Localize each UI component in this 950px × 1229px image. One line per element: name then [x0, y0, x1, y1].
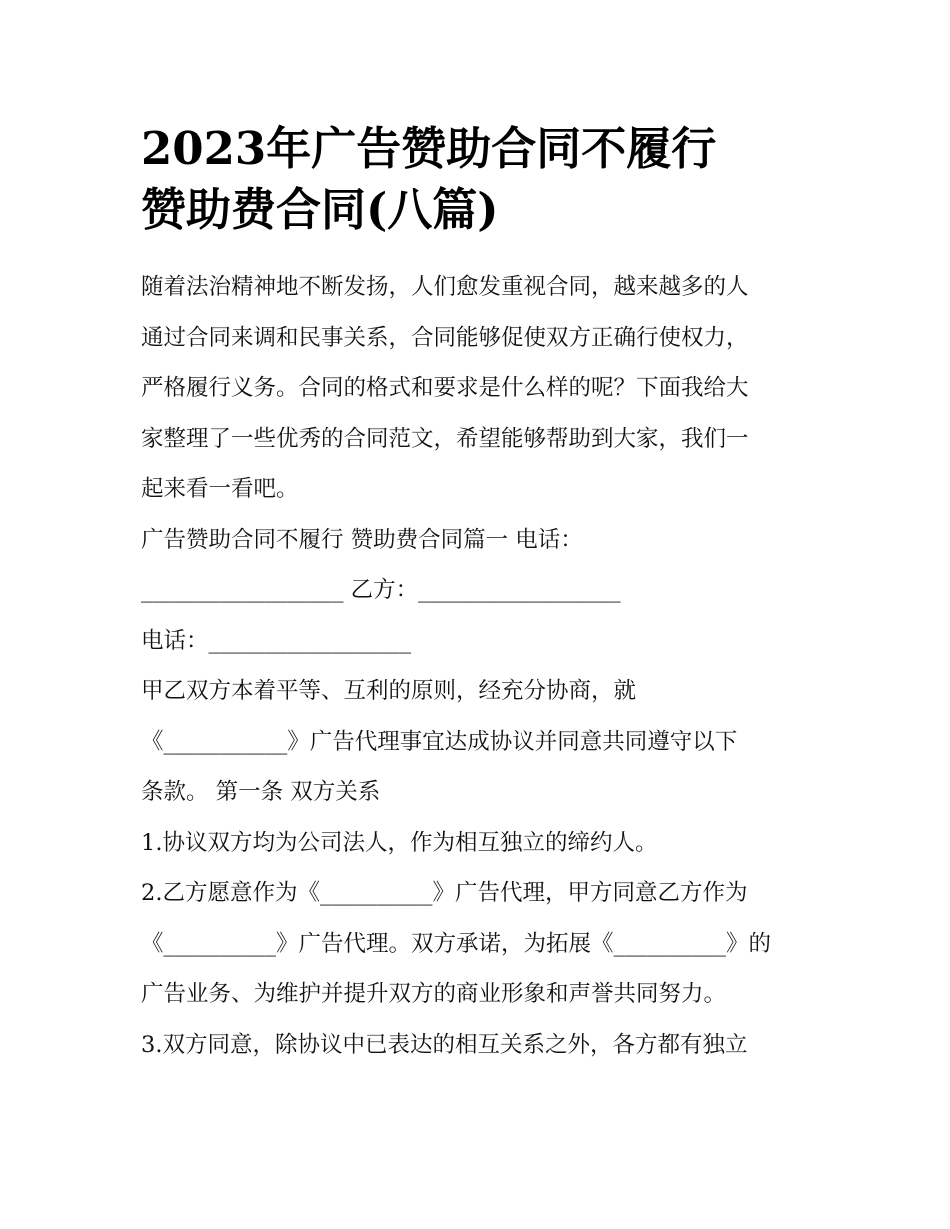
- body-line-13: 2.乙方愿意作为《__________》广告代理，甲方同意乙方作为: [141, 880, 748, 906]
- title-line-2: 赞助费合同(八篇): [141, 183, 499, 236]
- body-line-3: 严格履行义务。合同的格式和要求是什么样的呢？下面我给大: [141, 375, 749, 401]
- body-line-4: 家整理了一些优秀的合同范文，希望能够帮助到大家，我们一: [141, 425, 749, 452]
- body-line-14: 《__________》广告代理。双方承诺，为拓展《__________》的: [141, 930, 772, 957]
- body-line-5: 起来看一看吧。: [141, 476, 299, 502]
- body-line-12: 1.协议双方均为公司法人，作为相互独立的缔约人。: [141, 829, 658, 856]
- body-line-9: 甲乙双方本着平等、互利的原则，经充分协商，就: [141, 678, 637, 704]
- body-line-10: 《___________》广告代理事宜达成协议并同意共同遵守以下: [141, 728, 738, 755]
- body-line-1: 随着法治精神地不断发扬，人们愈发重视合同，越来越多的人: [141, 274, 749, 300]
- document-body: [141, 262, 821, 1070]
- body-line-7: __________________ 乙方：__________________: [141, 577, 621, 603]
- title-line-1: 2023年广告赞助合同不履行: [141, 122, 717, 175]
- body-line-6: 广告赞助合同不履行 赞助费合同篇一 电话：: [141, 526, 583, 553]
- body-line-11: 条款。 第一条 双方关系: [141, 779, 381, 805]
- body-line-2: 通过合同来调和民事关系，合同能够促使双方正确行使权力，: [141, 324, 749, 351]
- document-title: [141, 118, 821, 240]
- body-line-16: 3.双方同意，除协议中已表达的相互关系之外，各方都有独立: [141, 1031, 748, 1058]
- body-line-15: 广告业务、为维护并提升双方的商业形象和声誉共同努力。: [141, 981, 727, 1007]
- document-content: [141, 118, 821, 1070]
- body-line-8: 电话：__________________: [141, 627, 412, 654]
